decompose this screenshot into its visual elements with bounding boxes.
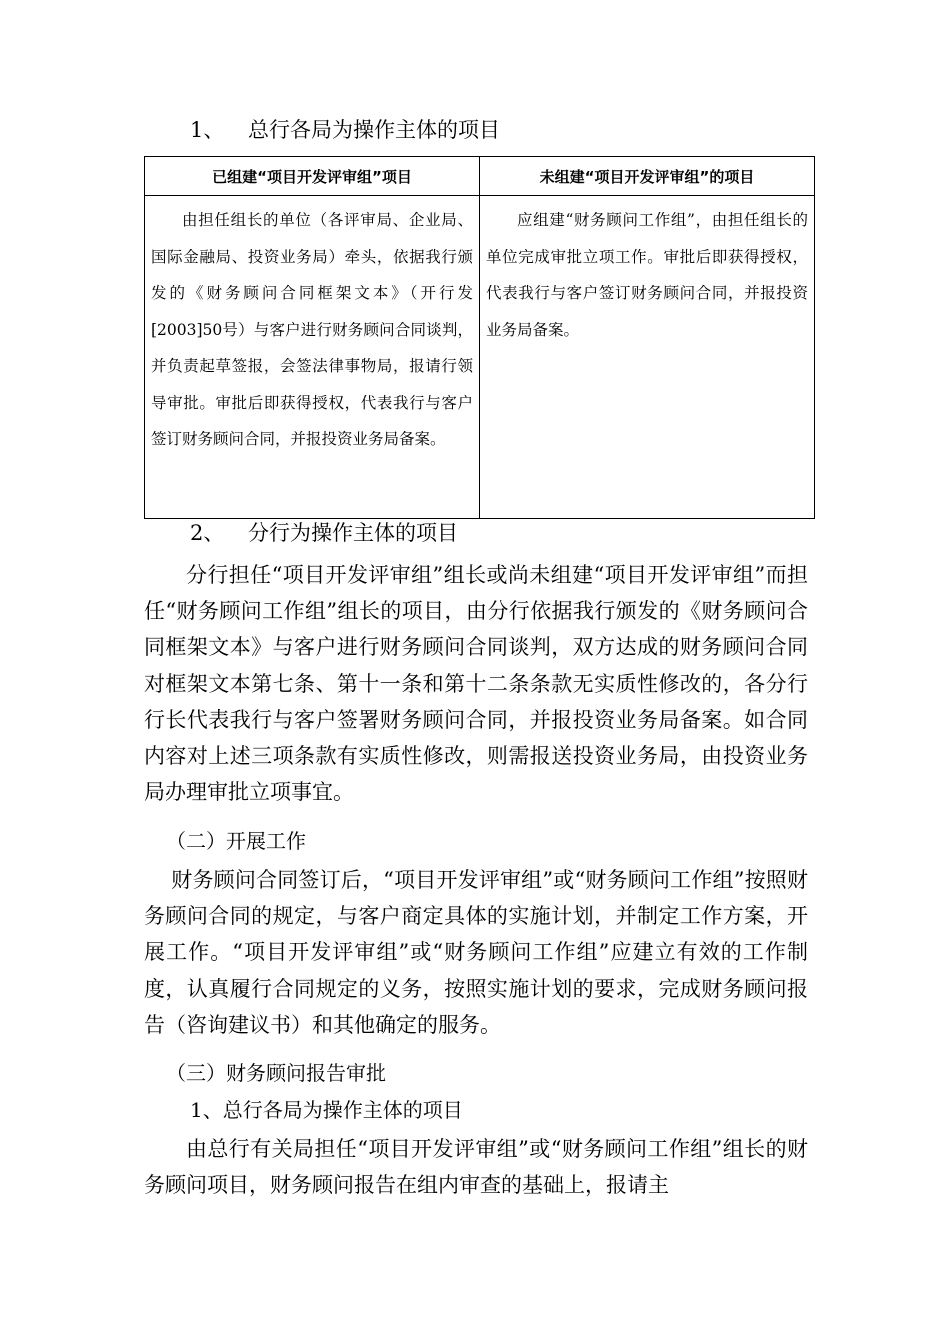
heading-1-text: 总行各局为操作主体的项目: [248, 118, 500, 142]
comparison-table: [144, 156, 815, 519]
table-header-row: [145, 157, 815, 196]
section-heading-3: （三）财务顾问报告审批: [166, 1061, 386, 1085]
cell-text-formed: 由担任组长的单位（各评审局、企业局、国际金融局、投资业务局）牵头，依据我行颁发的《财务顾问合同框架文本》（开行发[2003]50号）与客户进行财务顾问合同谈判，并负责起草签报，会签法律事物局，报请行领导审批。审批后即获得授权，代表我行与客户签订财务顾问合同，并报投资业务局备案。: [151, 211, 473, 448]
table-row: [145, 196, 815, 519]
table-header-not-formed: 未组建“项目开发评审组”的项目: [480, 157, 815, 196]
heading-1-number: 1、: [190, 118, 225, 142]
heading-1: [190, 115, 500, 145]
heading-2-text: 分行为操作主体的项目: [248, 521, 458, 545]
table-cell-formed: [145, 196, 480, 519]
paragraph-branch-projects: 分行担任“项目开发评审组”组长或尚未组建“项目开发评审组”而担任“财务顾问工作组”组长的项目，由分行依据我行颁发的《财务顾问合同框架文本》与客户进行财务顾问合同谈判，双方达成的财务顾问合同对框架文本第七条、第十一条和第十二条条款无实质性修改的，各分行行长代表我行与客户签署财务顾问合同，并报投资业务局备案。如合同内容对上述三项条款有实质性修改，则需报送投资业务局，由投资业务局办理审批立项事宜。: [144, 563, 808, 805]
table-cell-not-formed: [480, 196, 815, 519]
paragraph-report-approval: 由总行有关局担任“项目开发评审组”或“财务顾问工作组”组长的财务顾问项目，财务顾问报告在组内审查的基础上，报请主: [144, 1137, 808, 1198]
table-header-formed: 已组建“项目开发评审组”项目: [145, 157, 480, 196]
paragraph-work: 财务顾问合同签订后，“项目开发评审组”或“财务顾问工作组”按照财务顾问合同的规定，与客户商定具体的实施计划，并制定工作方案，开展工作。“项目开发评审组”或“财务顾问工作组”应建立有效的工作制度，认真履行合同规定的义务，按照实施计划的要求，完成财务顾问报告（咨询建议书）和其他确定的服务。: [144, 868, 808, 1037]
subheading-1: 1、总行各局为操作主体的项目: [190, 1098, 463, 1122]
cell-text-not-formed: 应组建“财务顾问工作组”，由担任组长的单位完成审批立项工作。审批后即获得授权，代表我行与客户签订财务顾问合同，并报投资业务局备案。: [486, 211, 808, 339]
heading-2: [190, 518, 458, 548]
heading-2-number: 2、: [190, 521, 225, 545]
section-heading-2: （二）开展工作: [166, 829, 306, 853]
